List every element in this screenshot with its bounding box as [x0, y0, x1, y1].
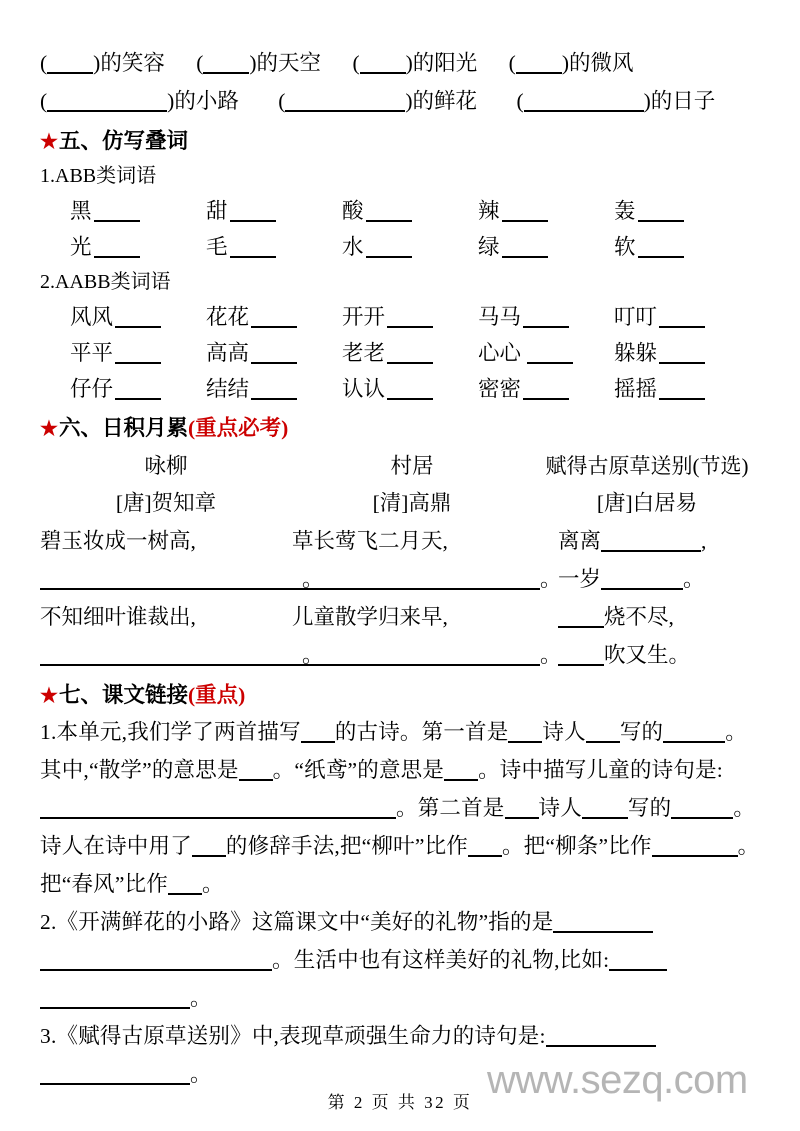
fill-item — [40, 82, 239, 120]
word-stem: 水 — [342, 235, 364, 259]
poem-author: [清]高鼎 — [372, 491, 452, 515]
paren-open: ( — [40, 89, 48, 113]
poem-column-2 — [292, 448, 532, 485]
blank[interactable] — [40, 570, 302, 590]
paren-open: ( — [516, 89, 524, 113]
blank[interactable] — [586, 723, 620, 743]
word-cell — [206, 299, 342, 335]
question-text: 的古诗。第一首是 — [334, 720, 509, 744]
poem-line — [40, 598, 292, 636]
blank[interactable] — [47, 54, 93, 74]
word-stem: 躲躲 — [614, 341, 658, 365]
question-text: 2.《开满鲜花的小路》这篇课文中“美好的礼物”指的是 — [40, 910, 554, 934]
question-text: 。“纸鸢”的意思是 — [272, 758, 445, 782]
poem-line — [40, 522, 292, 560]
blank[interactable] — [444, 761, 478, 781]
question-text: 1.本单元,我们学了两首描写 — [40, 720, 301, 744]
poem-column-1 — [40, 485, 292, 522]
word-cell — [206, 335, 342, 371]
poem-tail: , — [701, 529, 707, 553]
poem-tail: 吹又生。 — [604, 643, 691, 667]
fill-row-long — [40, 82, 762, 120]
blank[interactable] — [527, 344, 573, 364]
word-stem: 心心 — [478, 341, 522, 365]
section-heading-six — [40, 411, 762, 446]
blank[interactable] — [663, 723, 725, 743]
blank[interactable] — [659, 308, 705, 328]
blank[interactable] — [239, 761, 273, 781]
aabb-row — [40, 335, 762, 371]
poem-column-3 — [532, 522, 762, 674]
blank[interactable] — [292, 646, 540, 666]
section-title: 五、仿写叠词 — [58, 129, 188, 153]
word-cell — [206, 229, 342, 265]
fill-label: )的日子 — [643, 89, 716, 113]
blank[interactable] — [94, 238, 140, 258]
question-text: 。 — [190, 1062, 212, 1086]
word-cell — [70, 371, 206, 407]
blank[interactable] — [558, 646, 604, 666]
question-text: 。 — [202, 872, 224, 896]
blank[interactable] — [47, 92, 167, 112]
poem-tail: 烧不尽, — [604, 605, 674, 629]
word-cell — [342, 335, 478, 371]
question-text: 。第二首是 — [396, 796, 505, 820]
blank[interactable] — [40, 951, 272, 971]
abb-row — [40, 193, 762, 229]
blank[interactable] — [601, 532, 701, 552]
word-stem: 平平 — [70, 341, 114, 365]
fill-item — [352, 44, 477, 82]
word-cell — [614, 335, 750, 371]
word-cell — [614, 299, 750, 335]
blank[interactable] — [387, 308, 433, 328]
word-stem: 高高 — [206, 341, 250, 365]
blank[interactable] — [582, 799, 628, 819]
blank[interactable] — [524, 92, 644, 112]
question-text: 。 — [190, 986, 212, 1010]
word-stem: 甜 — [206, 199, 228, 223]
abb-row — [40, 229, 762, 265]
fill-item — [196, 44, 321, 82]
word-cell — [478, 299, 614, 335]
fill-item — [278, 82, 477, 120]
word-cell — [478, 193, 614, 229]
paren-open: ( — [508, 51, 516, 75]
poem-column-3 — [532, 448, 762, 485]
blank[interactable] — [115, 380, 161, 400]
blank[interactable] — [115, 344, 161, 364]
poem-author: [唐]贺知章 — [115, 491, 217, 515]
blank[interactable] — [505, 799, 539, 819]
word-cell — [70, 193, 206, 229]
blank[interactable] — [40, 646, 302, 666]
question-text: 。诗中描写儿童的诗句是: — [478, 758, 723, 782]
question-text: 写的 — [619, 720, 664, 744]
word-stem: 辣 — [478, 199, 500, 223]
blank[interactable] — [251, 308, 297, 328]
poem-column-2 — [292, 522, 562, 674]
word-cell — [206, 371, 342, 407]
blank[interactable] — [360, 54, 406, 74]
poem-line — [292, 560, 562, 598]
section-title: 六、日积月累 — [58, 416, 188, 440]
question-text: 3.《赋得古原草送别》中,表现草顽强生命力的诗句是: — [40, 1024, 546, 1048]
word-cell — [614, 371, 750, 407]
question-text: 诗人 — [542, 720, 586, 744]
question-item-2 — [40, 903, 762, 1017]
poem-column-2 — [292, 485, 532, 522]
word-stem: 认认 — [342, 377, 386, 401]
word-cell — [478, 335, 614, 371]
fill-label: )的鲜花 — [405, 89, 478, 113]
word-cell — [342, 193, 478, 229]
section-heading-five — [40, 124, 762, 159]
question-text: 。其中,“散学”的意思是 — [40, 720, 747, 782]
fill-row-short — [40, 44, 762, 82]
section-accent: (重点必考) — [187, 416, 289, 440]
blank[interactable] — [168, 875, 202, 895]
poem-line — [292, 522, 532, 560]
question-text: 。生活中也有这样美好的礼物,比如: — [272, 948, 610, 972]
poem-tail: 。 — [302, 643, 324, 667]
word-cell — [70, 299, 206, 335]
poem-authors-row — [40, 485, 762, 522]
blank[interactable] — [230, 238, 276, 258]
blank[interactable] — [553, 913, 653, 933]
word-stem: 花花 — [206, 305, 250, 329]
poem-column-1 — [40, 448, 292, 485]
poem-text: 草长莺飞二月天, — [292, 529, 448, 553]
poem-title: 村居 — [390, 454, 434, 478]
poem-title: 赋得古原草送别(节选) — [545, 454, 749, 478]
word-cell — [614, 193, 750, 229]
blank[interactable] — [366, 238, 412, 258]
blank[interactable] — [370, 799, 396, 819]
blank[interactable] — [387, 344, 433, 364]
question-text: 。把“春风”比作 — [40, 834, 760, 896]
poem-text: 离离 — [558, 529, 602, 553]
word-cell — [478, 229, 614, 265]
word-stem: 密密 — [478, 377, 522, 401]
subheading-abb: 1.ABB类词语 — [40, 165, 157, 187]
blank[interactable] — [40, 989, 190, 1009]
word-cell — [342, 371, 478, 407]
poem-body-row — [40, 522, 762, 674]
question-text: 写的 — [627, 796, 672, 820]
star-icon: ★ — [40, 418, 58, 440]
blank[interactable] — [292, 570, 540, 590]
blank[interactable] — [508, 723, 542, 743]
poem-title: 咏柳 — [144, 454, 188, 478]
blank[interactable] — [203, 54, 249, 74]
word-stem: 摇摇 — [614, 377, 658, 401]
blank[interactable] — [638, 202, 684, 222]
word-cell — [70, 229, 206, 265]
aabb-row — [40, 299, 762, 335]
word-cell — [70, 335, 206, 371]
word-stem: 叮叮 — [614, 305, 658, 329]
blank[interactable] — [468, 837, 502, 857]
poem-block — [40, 448, 762, 674]
poem-line — [40, 560, 324, 598]
word-stem: 黑 — [70, 199, 92, 223]
blank[interactable] — [516, 54, 562, 74]
blank[interactable] — [659, 380, 705, 400]
fill-label: )的笑容 — [93, 51, 165, 75]
blank[interactable] — [115, 308, 161, 328]
section-accent: (重点) — [187, 683, 246, 707]
question-text: 。诗人在诗中用了 — [40, 796, 756, 858]
blank[interactable] — [523, 380, 569, 400]
question-text: 。把“柳条”比作 — [501, 834, 652, 858]
paren-open: ( — [196, 51, 204, 75]
section-heading-seven — [40, 678, 762, 713]
poem-tail: 。 — [540, 643, 562, 667]
poem-line — [532, 636, 762, 674]
poem-author: [唐]白居易 — [596, 491, 698, 515]
poem-line — [40, 636, 324, 674]
blank[interactable] — [387, 380, 433, 400]
poem-tail: 。 — [302, 567, 324, 591]
blank[interactable] — [609, 951, 667, 971]
blank[interactable] — [285, 92, 405, 112]
fill-label: )的阳光 — [405, 51, 478, 75]
blank[interactable] — [301, 723, 335, 743]
word-stem: 光 — [70, 235, 92, 259]
blank[interactable] — [523, 308, 569, 328]
fill-item — [509, 44, 634, 82]
blank[interactable] — [601, 570, 683, 590]
aabb-row — [40, 371, 762, 407]
blank[interactable] — [502, 202, 548, 222]
fill-label: )的小路 — [167, 89, 239, 113]
poem-line — [532, 598, 762, 636]
star-icon: ★ — [40, 131, 58, 153]
blank[interactable] — [40, 1065, 190, 1085]
word-cell — [206, 193, 342, 229]
word-stem: 老老 — [342, 341, 386, 365]
word-stem: 轰 — [614, 199, 636, 223]
page-footer: 第 2 页 共 32 页 — [327, 1093, 473, 1112]
blank[interactable] — [546, 1027, 656, 1047]
fill-label: )的微风 — [561, 51, 634, 75]
poem-tail: 。 — [540, 567, 562, 591]
section-title: 七、课文链接 — [58, 683, 188, 707]
poem-line — [532, 522, 762, 560]
question-item-1 — [40, 713, 762, 903]
blank[interactable] — [366, 202, 412, 222]
word-stem: 风风 — [70, 305, 114, 329]
paren-open: ( — [40, 51, 48, 75]
star-icon: ★ — [40, 685, 58, 707]
poem-column-1 — [40, 522, 324, 674]
word-stem: 毛 — [206, 235, 228, 259]
page-content — [40, 44, 762, 1093]
blank[interactable] — [40, 799, 370, 819]
question-text: 的修辞手法,把“柳叶”比作 — [225, 834, 468, 858]
word-stem: 开开 — [342, 305, 386, 329]
poem-line — [292, 598, 532, 636]
poem-line — [292, 636, 562, 674]
blank[interactable] — [94, 202, 140, 222]
blank[interactable] — [230, 202, 276, 222]
word-cell — [342, 229, 478, 265]
poem-text: 儿童散学归来早, — [292, 605, 448, 629]
word-stem: 绿 — [478, 235, 500, 259]
question-text: 诗人 — [538, 796, 582, 820]
word-cell — [478, 371, 614, 407]
blank[interactable] — [638, 238, 684, 258]
blank[interactable] — [671, 799, 733, 819]
blank[interactable] — [659, 344, 705, 364]
word-cell — [614, 229, 750, 265]
blank[interactable] — [652, 837, 738, 857]
paren-open: ( — [352, 51, 360, 75]
poem-text: 碧玉妆成一树高, — [40, 529, 196, 553]
blank[interactable] — [251, 380, 297, 400]
subheading-aabb: 2.AABB类词语 — [40, 271, 171, 293]
blank[interactable] — [502, 238, 548, 258]
fill-item — [516, 82, 715, 120]
poem-text: 不知细叶谁裁出, — [40, 605, 196, 629]
paren-open: ( — [278, 89, 286, 113]
word-stem: 马马 — [478, 305, 522, 329]
word-stem: 仔仔 — [70, 377, 114, 401]
fill-label: )的天空 — [249, 51, 322, 75]
watermark: www.sezq.com — [487, 1058, 748, 1102]
blank[interactable] — [192, 837, 226, 857]
word-stem: 软 — [614, 235, 636, 259]
word-stem: 酸 — [342, 199, 364, 223]
word-cell — [342, 299, 478, 335]
poem-column-3 — [532, 485, 762, 522]
poem-titles-row — [40, 448, 762, 485]
blank[interactable] — [558, 608, 604, 628]
poem-line — [532, 560, 762, 598]
poem-text: 一岁 — [558, 567, 602, 591]
word-stem: 结结 — [206, 377, 250, 401]
fill-item — [40, 44, 165, 82]
poem-tail: 。 — [683, 567, 705, 591]
blank[interactable] — [251, 344, 297, 364]
